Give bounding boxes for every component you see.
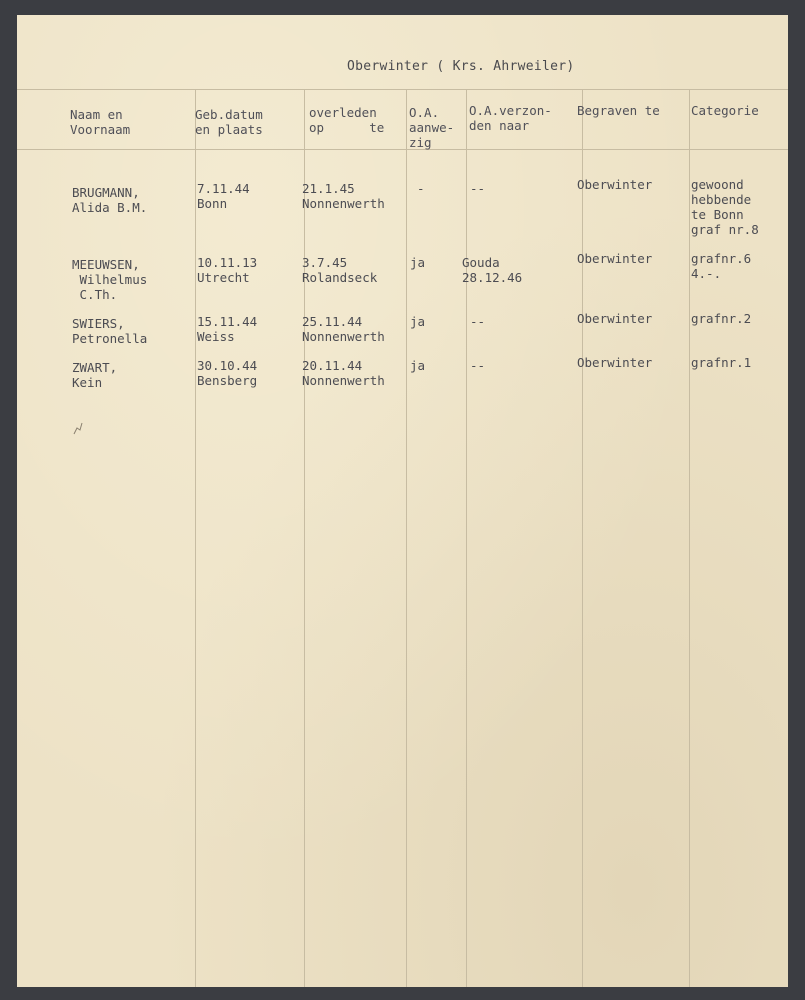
row-1-oa-present: -: [417, 181, 425, 196]
stray-pencil-mark: [72, 420, 86, 439]
row-2-died: 3.7.45 Rolandseck: [302, 255, 378, 285]
column-rule-6: [689, 89, 690, 987]
row-2-birth: 10.11.13 Utrecht: [197, 255, 258, 285]
row-2-oa-present: ja: [410, 255, 426, 270]
row-2-category: grafnr.6 4.-.: [691, 251, 752, 281]
row-1-buried: Oberwinter: [577, 177, 653, 192]
row-3-category: grafnr.2: [691, 311, 752, 326]
row-1-category: gewoond hebbende te Bonn graf nr.8: [691, 177, 759, 237]
column-rule-2: [304, 89, 305, 987]
row-4-died: 20.11.44 Nonnenwerth: [302, 358, 385, 388]
row-4-category: grafnr.1: [691, 355, 752, 370]
row-3-oa-present: ja: [410, 314, 426, 329]
document-sheet: [17, 15, 788, 987]
row-3-oa-sent: --: [470, 314, 486, 329]
row-1-oa-sent: --: [470, 181, 486, 196]
row-3-name: SWIERS, Petronella: [72, 316, 148, 346]
row-1-died: 21.1.45 Nonnenwerth: [302, 181, 385, 211]
row-2-buried: Oberwinter: [577, 251, 653, 266]
header-oa-present: O.A. aanwe- zig: [409, 105, 455, 150]
column-rule-4: [466, 89, 467, 987]
header-oa-sent: O.A.verzon- den naar: [469, 103, 552, 133]
column-rule-5: [582, 89, 583, 987]
row-1-name: BRUGMANN, Alida B.M.: [72, 185, 148, 215]
row-4-oa-sent: --: [470, 358, 486, 373]
document-title: Oberwinter ( Krs. Ahrweiler): [347, 59, 575, 74]
header-bottom-rule: [17, 149, 788, 150]
column-rule-1: [195, 89, 196, 987]
row-3-birth: 15.11.44 Weiss: [197, 314, 258, 344]
header-category: Categorie: [691, 103, 759, 118]
row-3-buried: Oberwinter: [577, 311, 653, 326]
row-2-name: MEEUWSEN, Wilhelmus C.Th.: [72, 257, 148, 302]
row-4-oa-present: ja: [410, 358, 426, 373]
row-4-buried: Oberwinter: [577, 355, 653, 370]
row-1-birth: 7.11.44 Bonn: [197, 181, 250, 211]
row-4-birth: 30.10.44 Bensberg: [197, 358, 258, 388]
header-birth: Geb.datum en plaats: [195, 107, 263, 137]
column-rule-3: [406, 89, 407, 987]
header-top-rule: [17, 89, 788, 90]
header-died: overleden op te: [309, 105, 385, 135]
header-name: Naam en Voornaam: [70, 107, 131, 137]
row-3-died: 25.11.44 Nonnenwerth: [302, 314, 385, 344]
header-buried: Begraven te: [577, 103, 660, 118]
row-2-oa-sent: Gouda 28.12.46: [462, 255, 523, 285]
row-4-name: ZWART, Kein: [72, 360, 118, 390]
